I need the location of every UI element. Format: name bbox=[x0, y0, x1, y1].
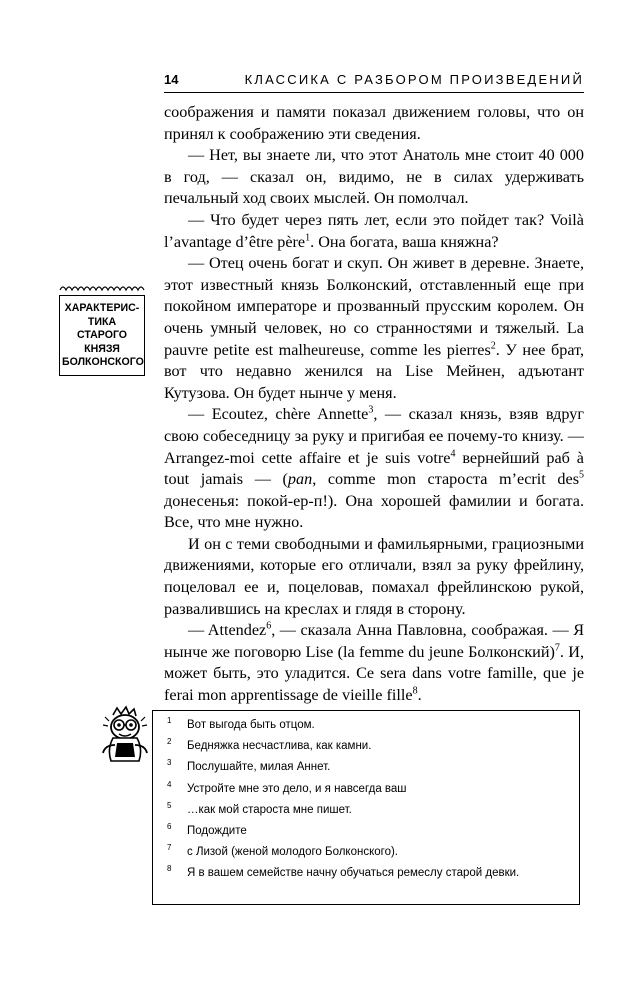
footnote-ref[interactable]: 4 bbox=[450, 448, 456, 460]
paragraph: И он с теми свободными и фамильярными, грациозными движениями, которые его отличали, взял за руку фрейлину, поцеловал ее и, поцеловав, помахал фрейлинскою рукой, развалившись на креслах и глядя в сторону. bbox=[164, 534, 584, 618]
footnote-text: с Лизой (женой молодого Болконского). bbox=[187, 846, 399, 859]
footnote-text: Я в вашем семействе начну обучаться ремеслу старой девки. bbox=[187, 867, 520, 880]
paragraph: — Что будет через пять лет, если это пойдет так? Voilà l’avantage d’être père$^1$. Она богата, ваша княжна? bbox=[164, 210, 584, 251]
footnote-text: Устройте мне это дело, и я навсегда ваш bbox=[187, 782, 407, 795]
footnote-number: 1 bbox=[167, 716, 172, 725]
footnote-number: 7 bbox=[167, 843, 172, 853]
footnotes-box bbox=[152, 710, 580, 905]
running-title: КЛАССИКА С РАЗБОРОМ ПРОИЗВЕДЕНИЙ bbox=[244, 72, 584, 87]
footnote-item bbox=[167, 716, 567, 740]
footnote-ref[interactable]: 5 bbox=[579, 469, 584, 481]
footnote-item bbox=[167, 864, 567, 888]
footnote-ref[interactable]: 3 bbox=[368, 404, 374, 416]
footnote-number: 6 bbox=[167, 821, 172, 831]
footnote-item bbox=[167, 737, 567, 761]
footnote-ref[interactable]: 6 bbox=[266, 620, 272, 632]
footnote-number: 5 bbox=[167, 800, 172, 810]
page-number: 14 bbox=[164, 72, 179, 87]
paragraph: — Отец очень богат и скуп. Он живет в деревне. Знаете, этот известный князь Болконский, отставленный еще при покойном императоре и прозванный прусским королем. Он очень умный человек, но со странностями и тяжелый. La pauvre petite est malheureuse, comme les pierres$^2$. У нее брат, вот что недавно женился на Lise Мейнен, адъютант Кутузова. Он будет нынче у меня. bbox=[164, 254, 584, 402]
footnote-item bbox=[167, 843, 567, 867]
footnote-item bbox=[167, 821, 567, 846]
wavy-line-icon bbox=[59, 281, 145, 293]
footnote-text: Бедняжка несчастлива, как камни. bbox=[187, 740, 372, 753]
cartoon-reader-icon bbox=[99, 705, 151, 765]
page-header bbox=[164, 72, 584, 88]
footnote-text: Послушайте, милая Аннет. bbox=[187, 761, 331, 774]
footnote-ref[interactable]: 2 bbox=[490, 340, 496, 352]
paragraph: — Нет, вы знаете ли, что этот Анатоль мне стоит 40 000 в год, — сказал он, видимо, не в силах удерживать печальный ход своих мыслей. Он помолчал. bbox=[164, 146, 584, 208]
footnote-number: 4 bbox=[167, 779, 172, 789]
footnote-item bbox=[167, 779, 567, 804]
footnote-ref[interactable]: 1 bbox=[305, 232, 311, 244]
side-note-line: БОЛКОНСКОГО bbox=[62, 356, 144, 368]
footnote-item bbox=[167, 800, 567, 825]
side-note bbox=[59, 281, 145, 376]
footnote-text: …как мой староста мне пишет. bbox=[187, 803, 352, 816]
side-note-line: ТИКА СТАРОГО bbox=[76, 315, 128, 341]
body-text bbox=[164, 102, 584, 707]
footnotes-list bbox=[167, 716, 567, 889]
footnote-text: Вот выгода быть отцом. bbox=[187, 719, 315, 731]
side-note-box bbox=[59, 295, 145, 376]
footnote-number: 2 bbox=[167, 737, 172, 747]
side-note-line: ХАРАКТЕРИС- bbox=[64, 302, 140, 314]
side-note-line: КНЯЗЯ bbox=[84, 342, 120, 355]
footnote-number: 8 bbox=[167, 864, 172, 874]
footnote-number: 3 bbox=[167, 758, 172, 768]
header-rule bbox=[164, 92, 584, 93]
footnote-item bbox=[167, 758, 567, 782]
footnote-text: Подождите bbox=[187, 824, 247, 837]
paragraph: соображения и памяти показал движением головы, что он принял к соображению эти сведения. bbox=[164, 103, 584, 143]
paragraph: — Attendez$^6$, — сказала Анна Павловна, соображая. — Я нынче же поговорю Lise (la femme du jeune Болконский)$^7$. И, может быть, это уладится. Ce sera dans votre famille, que je ferai mon apprentissage de vieille fille$^8$. bbox=[164, 620, 584, 705]
footnote-ref[interactable]: 8 bbox=[412, 685, 418, 697]
footnote-ref[interactable]: 7 bbox=[554, 642, 560, 654]
paragraph: — Ecoutez, chère Annette$^3$, — сказал князь, взяв вдруг свою собеседницу за руку и пригибая ее почему-то книзу. — Arrangez-moi cette affaire et je suis votre$^4$ вернейший раб à tout jamais — (pan, comme mon староста m’ecrit des$^5$ донесенья: покой-ер-п!). Она хорошей фамилии и богата. Все, что мне нужно. bbox=[164, 404, 584, 532]
